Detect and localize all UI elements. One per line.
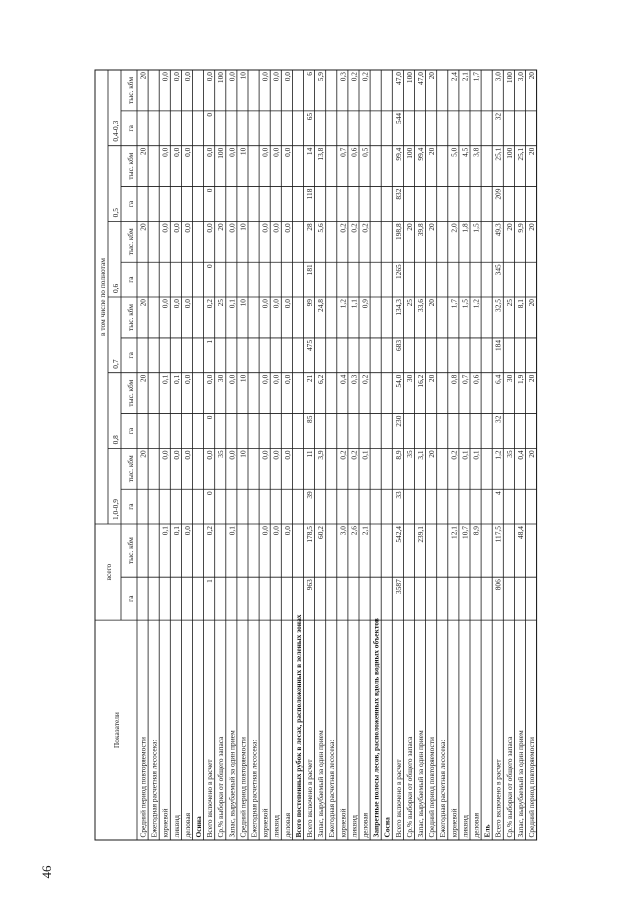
row-label: корневой — [338, 808, 348, 838]
table-value: 20 — [138, 374, 148, 383]
table-value: 0,2 — [338, 223, 348, 233]
header-density: 0,4-0,3 — [111, 120, 120, 142]
table-value: 0,0 — [182, 147, 192, 157]
table-value: 0,0 — [227, 72, 237, 82]
table-value: 117,5 — [493, 526, 503, 543]
table-value: 0,5 — [360, 147, 370, 157]
table-value: 0,2 — [349, 72, 359, 82]
header-unit-vol: тыс. кбм — [126, 303, 135, 331]
header-density: 0,8 — [111, 435, 120, 445]
row-label: Запас, вырубаемый за один прием — [316, 730, 326, 838]
table-value: 0,0 — [182, 72, 192, 82]
table-value: 198,8 — [393, 223, 403, 240]
table-value: 0,0 — [260, 72, 270, 82]
table-value: 0 — [205, 415, 215, 420]
table-value: 99 — [305, 299, 314, 307]
table-value: 35 — [216, 450, 226, 458]
row-label: Запас, вырубаемый за один прием — [416, 730, 425, 838]
table-value: 11 — [305, 450, 314, 458]
table-value: 20 — [138, 147, 148, 156]
section-label: Всего постепенных рубок в лесах, расположенных в зеленых зонах — [293, 614, 303, 838]
table-value: 6 — [305, 72, 314, 76]
header-total: всего — [104, 563, 113, 581]
table-value: 25 — [404, 299, 414, 307]
table-value: 20 — [404, 223, 414, 231]
row-label: Ср.% выборки от общего запаса — [216, 736, 226, 838]
table-value: 0,2 — [360, 72, 370, 82]
row-label: Всего включено в расчет — [493, 759, 503, 838]
header-unit-ha: га — [126, 595, 135, 602]
table-value: 100 — [404, 147, 414, 159]
table-value: 3,0 — [338, 526, 348, 536]
table-value: 0,1 — [160, 374, 170, 384]
page-number: 46 — [39, 865, 54, 879]
table-value: 10 — [238, 147, 248, 156]
table-value: 0,7 — [460, 374, 470, 384]
row-label: Средний период повторяемости — [427, 737, 437, 838]
table-value: 1,2 — [493, 450, 503, 460]
table-value: 8,1 — [515, 299, 525, 309]
table-value: 85 — [305, 415, 314, 423]
table-value: 1,7 — [449, 299, 459, 309]
table-value: 683 — [393, 339, 403, 352]
table-value: 0,0 — [171, 223, 181, 233]
row-label: корневой — [260, 808, 270, 838]
header-unit-ha: га — [126, 427, 135, 435]
table-value: 0,2 — [349, 450, 359, 460]
table-value: 20 — [427, 147, 437, 156]
table-value: 20 — [527, 147, 536, 156]
table-value: 118 — [305, 188, 314, 200]
table-value: 0,0 — [260, 223, 270, 233]
table-value: 100 — [404, 72, 414, 84]
table-value: 25,1 — [515, 147, 525, 161]
table-value: 0,0 — [171, 72, 181, 82]
table-value: 544 — [393, 112, 403, 124]
table-value: 0,0 — [182, 223, 192, 233]
table-value: 0,0 — [160, 147, 170, 157]
table-value: 0,0 — [227, 374, 237, 384]
row-label: Ср.% выборки от общего запаса — [504, 736, 514, 838]
table-value: 0,1 — [227, 526, 237, 536]
table-value: 0,0 — [260, 299, 270, 309]
table-value: 0,1 — [171, 526, 181, 536]
table-value: 20 — [527, 299, 536, 307]
table-value: 47,0 — [416, 72, 425, 85]
table-value: 20 — [427, 223, 437, 231]
table-value: 0,0 — [171, 147, 181, 157]
row-label: ликвид — [171, 815, 181, 838]
table-value: 0,7 — [338, 147, 348, 157]
table-value: 1 — [205, 339, 215, 344]
row-label: Ежегодная расчетная лесосека: — [438, 739, 448, 838]
table-value: 99,4 — [416, 147, 425, 161]
table-value: 10 — [238, 299, 248, 307]
row-label: корневой — [160, 808, 170, 838]
table-value: 0,2 — [205, 299, 215, 309]
header-indicator: Показатели — [112, 712, 121, 749]
table-value: 30 — [216, 374, 226, 383]
table-value: 16,2 — [416, 374, 425, 388]
table-value: 134,3 — [393, 299, 403, 316]
row-label: деловая — [360, 813, 370, 838]
table-value: 2,4 — [449, 72, 459, 82]
table-value: 10 — [238, 223, 248, 231]
table-value: 2,1 — [360, 526, 370, 536]
table-value: 0,2 — [349, 223, 359, 233]
table-value: 0 — [205, 491, 215, 495]
header-unit-ha: га — [126, 200, 135, 208]
table-value: 8,9 — [393, 450, 403, 460]
row-label: ликвид — [349, 815, 359, 838]
table-value: 0,1 — [227, 299, 237, 309]
table-value: 35 — [404, 450, 414, 458]
table-value: 0,2 — [360, 374, 370, 384]
table-value: 0,0 — [271, 450, 281, 460]
table-value: 0,0 — [282, 374, 292, 384]
table-value: 1,9 — [515, 374, 525, 384]
row-label: Средний период повторяемости — [138, 737, 148, 838]
table-value: 0,3 — [349, 374, 359, 384]
table-value: 10,7 — [460, 526, 470, 539]
table-value: 33 — [393, 491, 403, 499]
table-value: 806 — [493, 579, 503, 591]
table-value: 13,8 — [316, 147, 326, 161]
table-value: 0,0 — [205, 72, 215, 82]
table-value: 1,2 — [338, 299, 348, 309]
table-value: 20 — [527, 223, 536, 231]
table-value: 0,0 — [282, 147, 292, 157]
table-value: 4 — [493, 491, 503, 495]
table-value: 0,4 — [515, 450, 525, 460]
table-value: 5,0 — [449, 147, 459, 157]
section-label: Ель — [482, 824, 492, 838]
table-value: 0,0 — [271, 72, 281, 82]
table-value: 0,0 — [227, 450, 237, 460]
table-value: 0,0 — [271, 147, 281, 157]
table-value: 10 — [238, 72, 248, 80]
table-value: 20 — [527, 374, 536, 383]
table-value: 0,1 — [471, 450, 481, 460]
section-label: Сосна — [382, 817, 392, 838]
header-density: 1,0-0,9 — [111, 499, 120, 521]
table-value: 2,1 — [460, 72, 470, 82]
table-value: 2,0 — [449, 223, 459, 233]
row-label: Ежегодная расчетная лесосека: — [249, 739, 259, 838]
table-value: 54,0 — [393, 374, 403, 388]
table-value: 4,5 — [460, 147, 470, 157]
row-label: Ср.% выборки от общего запаса — [404, 736, 414, 838]
table-value: 0,0 — [282, 526, 292, 536]
table-value: 0,8 — [449, 374, 459, 384]
row-label: Всего включено в расчет — [305, 759, 314, 838]
table-value: 39 — [305, 491, 314, 499]
table-value: 48,4 — [515, 526, 525, 539]
table-value: 10 — [238, 374, 248, 383]
table-value: 20 — [138, 223, 148, 231]
table-value: 20 — [527, 450, 536, 458]
table-value: 10 — [238, 450, 248, 458]
table-value: 0,0 — [282, 72, 292, 82]
header-unit-ha: га — [126, 503, 135, 510]
table-value: 25 — [216, 299, 226, 307]
header-unit-vol: тыс. кбм — [126, 537, 135, 565]
table-value: 0,0 — [182, 374, 192, 384]
table-value: 0,6 — [349, 147, 359, 157]
header-unit-vol: тыс. кбм — [126, 152, 135, 180]
table-value: 0,2 — [338, 450, 348, 460]
header-unit-vol: тыс. кбм — [126, 379, 135, 407]
table-value: 0,0 — [282, 450, 292, 460]
header-by-density: в том числе по полнотам — [98, 258, 107, 336]
table-value: 963 — [305, 579, 314, 591]
section-label: Запретные полосы лесов, расположенных вдоль водных объектов — [371, 618, 381, 838]
table-value: 3,8 — [471, 147, 481, 157]
table-value: 60,2 — [316, 526, 326, 539]
table-value: 0,0 — [205, 147, 215, 157]
table-value: 0,1 — [171, 374, 181, 384]
row-label: Ежегодная расчетная лесосека: — [327, 739, 337, 838]
table-value: 1,5 — [471, 223, 481, 233]
table-value: 100 — [216, 147, 226, 159]
table-value: 3,9 — [316, 450, 326, 460]
table-value: 0,6 — [471, 374, 481, 384]
table-value: 0,0 — [271, 374, 281, 384]
section-label: Осина — [194, 816, 203, 838]
table-value: 0,0 — [160, 223, 170, 233]
table-value: 24,8 — [316, 299, 326, 312]
header-density: 0,5 — [111, 208, 120, 218]
table-value: 1 — [205, 579, 215, 583]
table-value: 49,3 — [493, 223, 503, 237]
table-value: 475 — [305, 339, 314, 352]
table-value: 32,5 — [493, 299, 503, 312]
table-value: 0,3 — [338, 72, 348, 82]
table-value: 99,4 — [393, 147, 403, 161]
table-value: 1265 — [393, 264, 403, 280]
table-value: 3587 — [393, 579, 403, 594]
header-unit-ha: га — [126, 276, 135, 283]
table-value: 2,6 — [349, 526, 359, 536]
table-value: 0,0 — [282, 299, 292, 309]
table-value: 25,1 — [493, 147, 503, 161]
row-label: деловая — [282, 813, 292, 838]
table-value: 0,0 — [260, 374, 270, 384]
table-value: 100 — [216, 72, 226, 84]
table-value: 0,0 — [260, 147, 270, 157]
table-value: 32 — [493, 415, 503, 423]
table-value: 20 — [138, 72, 148, 80]
header-unit-vol: тыс. кбм — [126, 76, 135, 104]
table-value: 184 — [493, 339, 503, 352]
row-label: Запас, вырубаемый за один прием — [227, 730, 237, 838]
table-value: 47,0 — [393, 72, 403, 85]
table-value: 28 — [305, 223, 314, 231]
table-value: 0,0 — [271, 526, 281, 536]
table-value: 0,0 — [160, 450, 170, 460]
table-value: 0 — [205, 112, 215, 117]
table-value: 20 — [427, 450, 437, 458]
table-value: 0,1 — [160, 526, 170, 536]
row-label: Средний период повторяемости — [238, 737, 248, 838]
table-value: 0,1 — [460, 450, 470, 460]
table-value: 0,0 — [260, 526, 270, 536]
row-label: ликвид — [460, 815, 470, 838]
table-value: 345 — [493, 264, 503, 276]
table-value: 0,0 — [227, 223, 237, 233]
table-value: 25 — [504, 299, 514, 307]
table-value: 0 — [205, 188, 215, 193]
table-value: 0,0 — [205, 223, 215, 233]
table-value: 0,0 — [227, 147, 237, 157]
table-value: 181 — [305, 264, 314, 276]
table-value: 0 — [205, 264, 215, 268]
table-value: 100 — [504, 147, 514, 159]
table-value: 1,5 — [460, 299, 470, 309]
table-value: 20 — [138, 299, 148, 307]
table-value: 0,2 — [449, 450, 459, 460]
row-label: деловая — [182, 813, 192, 838]
table-value: 33,6 — [416, 299, 425, 312]
table-value: 21 — [305, 374, 314, 383]
table-value: 0,1 — [360, 450, 370, 460]
table-value: 239,1 — [416, 526, 425, 543]
table-value: 0,2 — [360, 223, 370, 233]
table-value: 1,7 — [471, 72, 481, 82]
table-value: 209 — [493, 188, 503, 200]
table-value: 32 — [493, 112, 503, 121]
table-value: 20 — [138, 450, 148, 458]
header-density: 0,6 — [111, 283, 120, 294]
table-value: 20 — [427, 374, 437, 383]
table-value: 230 — [393, 415, 403, 427]
table-value: 3,0 — [493, 72, 503, 82]
table-value: 0,0 — [205, 450, 215, 460]
row-label: Всего включено в расчет — [205, 759, 215, 838]
table-value: 832 — [393, 188, 403, 200]
table-value: 5,6 — [316, 223, 326, 233]
table-value: 35 — [504, 450, 514, 458]
table-value: 0,0 — [182, 299, 192, 309]
table-value: 30 — [404, 374, 414, 383]
header-unit-ha: га — [126, 125, 135, 132]
table-value: 9,9 — [515, 223, 525, 233]
table-value: 1,8 — [460, 223, 470, 233]
table-value: 39,8 — [416, 223, 425, 237]
table-value: 20 — [527, 72, 536, 80]
table-value: 0,0 — [282, 223, 292, 233]
table-value: 0,9 — [360, 299, 370, 309]
header-density: 0,7 — [111, 359, 120, 369]
row-label: Ежегодная расчетная лесосека: — [149, 739, 159, 838]
table-value: 30 — [504, 374, 514, 383]
table-value: 0,0 — [205, 374, 215, 384]
table-value: 0,0 — [182, 450, 192, 460]
table-value: 0,0 — [182, 526, 192, 536]
table-value: 3,0 — [515, 72, 525, 82]
table-value: 178,5 — [305, 526, 314, 543]
table-value: 0,0 — [271, 299, 281, 309]
table-value: 542,4 — [393, 526, 403, 543]
table-value: 1,1 — [349, 299, 359, 309]
row-label: Средний период повторяемости — [527, 737, 536, 838]
table-value: 8,9 — [471, 526, 481, 536]
header-unit-ha: га — [126, 352, 135, 359]
header-unit-vol: тыс. кбм — [126, 228, 135, 256]
table-value: 6,4 — [493, 374, 503, 384]
table-value: 0,0 — [160, 72, 170, 82]
row-label: корневой — [449, 808, 459, 838]
table-value: 0,4 — [338, 374, 348, 384]
row-label: ликвид — [271, 815, 281, 838]
table-value: 20 — [504, 223, 514, 231]
row-label: Запас, вырубаемый за один прием — [515, 730, 525, 838]
header-unit-vol: тыс. кбм — [126, 455, 135, 483]
row-label: деловая — [471, 813, 481, 838]
table-value: 0,0 — [260, 450, 270, 460]
table-value: 0,0 — [160, 299, 170, 309]
table-value: 65 — [305, 112, 314, 121]
table-value: 12,1 — [449, 526, 459, 539]
table-value: 6,2 — [316, 374, 326, 384]
table-value: 0,0 — [271, 223, 281, 233]
row-label: Всего включено в расчет — [393, 759, 403, 838]
table-value: 0,0 — [171, 299, 181, 309]
table-value: 3,1 — [416, 450, 425, 460]
table-value: 1,2 — [471, 299, 481, 309]
table-value: 20 — [427, 72, 437, 80]
table-value: 5,9 — [316, 72, 326, 82]
table-value: 20 — [427, 299, 437, 307]
table-value: 0,0 — [171, 450, 181, 460]
table-value: 14 — [305, 147, 314, 156]
table-value: 0,2 — [205, 526, 215, 536]
table-value: 20 — [216, 223, 226, 231]
table-value: 100 — [504, 72, 514, 84]
